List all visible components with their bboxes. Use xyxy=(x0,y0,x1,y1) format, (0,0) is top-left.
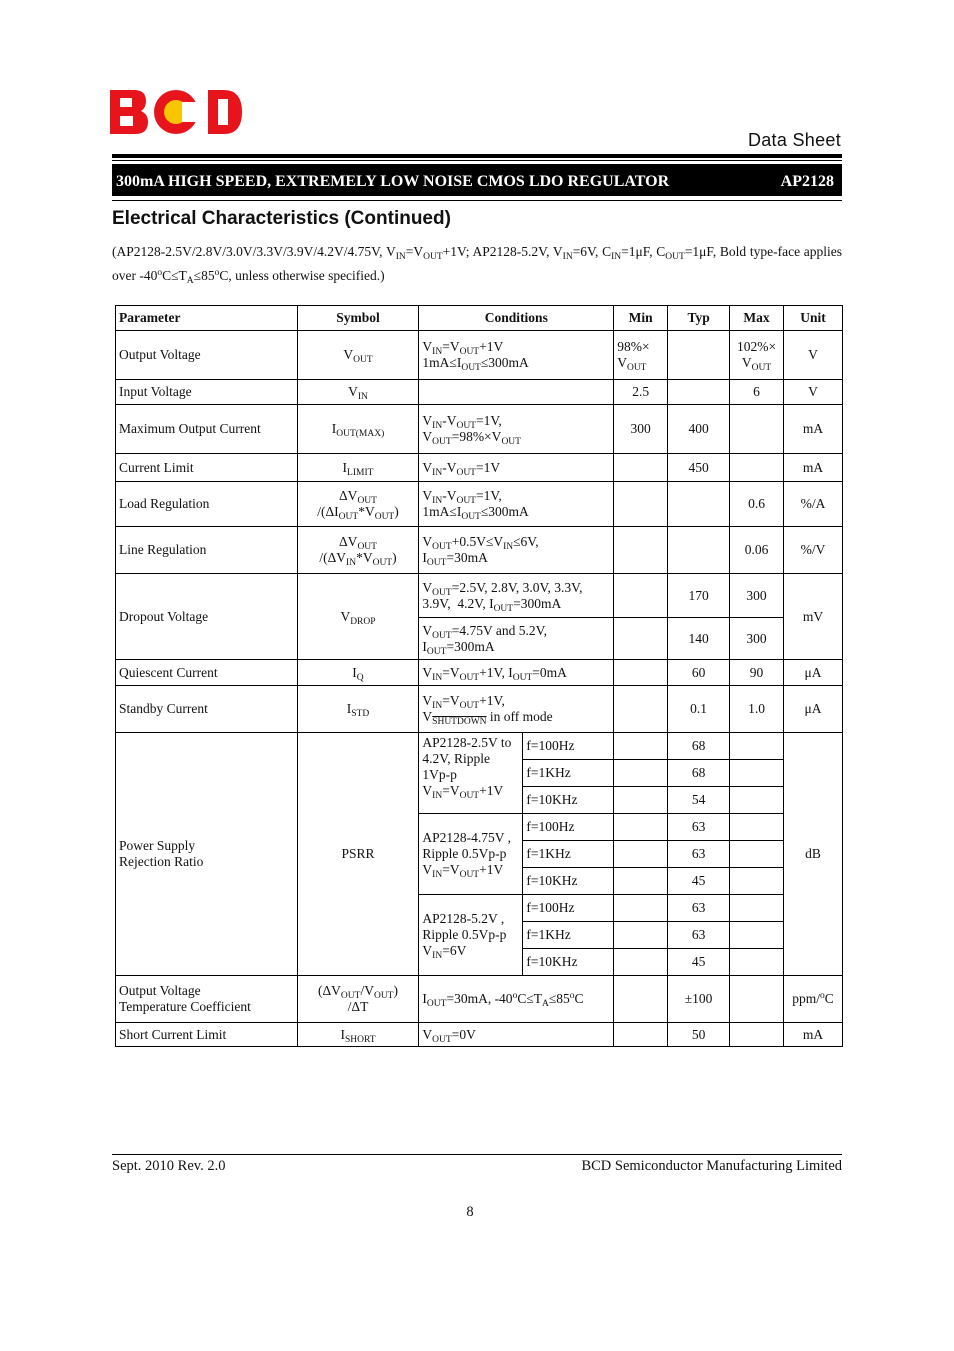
banner-title: 300mA HIGH SPEED, EXTREMELY LOW NOISE CMOS LDO REGULATOR xyxy=(116,173,670,190)
conditions-cell: $V_{OUT}=4.75V$ and 5.2V, $I_{OUT}=300mA$ xyxy=(419,618,614,660)
min-cell xyxy=(614,868,668,895)
param-cell: Load Regulation xyxy=(116,482,298,527)
min-cell xyxy=(614,618,668,660)
unit-cell: V xyxy=(783,380,842,405)
freq-cell: f=1KHz xyxy=(523,841,614,868)
max-cell: 0.6 xyxy=(730,482,784,527)
symbol-cell: $I_Q$ xyxy=(297,660,419,686)
symbol-cell: $V_{OUT}$ xyxy=(297,331,419,380)
min-cell xyxy=(614,733,668,760)
unit-cell: μA xyxy=(783,660,842,686)
table-row xyxy=(116,976,843,1023)
param-cell: Current Limit xyxy=(116,454,298,482)
unit-cell: mA xyxy=(783,405,842,454)
table-row xyxy=(116,405,843,454)
param-cell: Quiescent Current xyxy=(116,660,298,686)
bcd-logo xyxy=(110,88,242,136)
header-typ: Typ xyxy=(668,306,730,331)
max-cell: 1.0 xyxy=(730,686,784,733)
conditions-cell: AP2128-5.2V , Ripple 0.5Vp-p $V_{IN}=6V$ xyxy=(419,895,523,976)
symbol-cell: $(\Delta V_{OUT}/V_{OUT})$ /ΔT xyxy=(297,976,419,1023)
footer-company: BCD Semiconductor Manufacturing Limited xyxy=(581,1158,842,1174)
table-row xyxy=(116,527,843,574)
typ-cell: 45 xyxy=(668,868,730,895)
table-row xyxy=(116,331,843,380)
table-row xyxy=(116,660,843,686)
table-row xyxy=(116,574,843,618)
conditions-cell xyxy=(419,380,614,405)
min-cell xyxy=(614,660,668,686)
header-rule-thin xyxy=(112,160,842,161)
min-cell xyxy=(614,574,668,618)
typ-cell: 0.1 xyxy=(668,686,730,733)
header-parameter: Parameter xyxy=(116,306,298,331)
min-cell xyxy=(614,814,668,841)
max-cell: 300 xyxy=(730,618,784,660)
banner-underline xyxy=(112,200,842,201)
min-cell xyxy=(614,527,668,574)
max-cell xyxy=(730,814,784,841)
max-cell xyxy=(730,405,784,454)
min-cell: 300 xyxy=(614,405,668,454)
unit-cell: %/A xyxy=(783,482,842,527)
max-cell xyxy=(730,841,784,868)
header-symbol: Symbol xyxy=(297,306,419,331)
conditions-cell: $V_{OUT}=0V$ xyxy=(419,1023,614,1047)
footer-rule xyxy=(112,1154,842,1155)
max-cell xyxy=(730,1023,784,1047)
unit-cell: mA xyxy=(783,1023,842,1047)
part-number: AP2128 xyxy=(780,173,834,190)
typ-cell: 400 xyxy=(668,405,730,454)
max-cell: 90 xyxy=(730,660,784,686)
conditions-cell: $I_{OUT}=30mA$, $-40^oC\le T_A\le 85^oC$ xyxy=(419,976,614,1023)
param-cell: Standby Current xyxy=(116,686,298,733)
param-cell: Output Voltage xyxy=(116,331,298,380)
header-conditions: Conditions xyxy=(419,306,614,331)
param-cell: Input Voltage xyxy=(116,380,298,405)
param-cell: Dropout Voltage xyxy=(116,574,298,660)
param-cell: Maximum Output Current xyxy=(116,405,298,454)
typ-cell: 63 xyxy=(668,895,730,922)
header-rule xyxy=(112,154,842,158)
typ-cell: 68 xyxy=(668,733,730,760)
title-banner xyxy=(112,164,842,196)
unit-cell: mA xyxy=(783,454,842,482)
freq-cell: f=10KHz xyxy=(523,787,614,814)
section-title: Electrical Characteristics (Continued) xyxy=(112,208,451,229)
param-cell: Power Supply Rejection Ratio xyxy=(116,733,298,976)
typ-cell: 170 xyxy=(668,574,730,618)
conditions-cell: AP2128-4.75V , Ripple 0.5Vp-p $V_{IN}=V_{OUT}+1V$ xyxy=(419,814,523,895)
symbol-cell: $I_{LIMIT}$ xyxy=(297,454,419,482)
max-cell xyxy=(730,760,784,787)
table-header-row xyxy=(116,306,843,331)
max-cell: 300 xyxy=(730,574,784,618)
freq-cell: f=10KHz xyxy=(523,868,614,895)
data-sheet-label: Data Sheet xyxy=(747,130,841,150)
max-cell xyxy=(730,787,784,814)
max-cell xyxy=(730,949,784,976)
unit-cell: dB xyxy=(783,733,842,976)
header-max: Max xyxy=(730,306,784,331)
symbol-cell: $I_{STD}$ xyxy=(297,686,419,733)
min-cell xyxy=(614,760,668,787)
typ-cell: ±100 xyxy=(668,976,730,1023)
table-row xyxy=(116,686,843,733)
max-cell xyxy=(730,733,784,760)
min-cell xyxy=(614,841,668,868)
freq-cell: f=1KHz xyxy=(523,922,614,949)
symbol-cell: $I_{SHORT}$ xyxy=(297,1023,419,1047)
page-number: 8 xyxy=(466,1204,474,1220)
max-cell xyxy=(730,922,784,949)
param-cell: Output Voltage Temperature Coefficient xyxy=(116,976,298,1023)
electrical-characteristics-table xyxy=(115,305,843,1047)
min-cell xyxy=(614,454,668,482)
conditions-cell: $V_{IN}=V_{OUT}+1V$, $V_{SHUTDOWN}$ in off mode xyxy=(419,686,614,733)
conditions-cell: AP2128-2.5V to 4.2V, Ripple 1Vp-p $V_{IN}=V_{OUT}+1V$ xyxy=(419,733,523,814)
min-cell xyxy=(614,686,668,733)
table-row xyxy=(116,454,843,482)
max-cell xyxy=(730,868,784,895)
min-cell: 98%× $V_{OUT}$ xyxy=(614,331,668,380)
min-cell xyxy=(614,1023,668,1047)
unit-cell: μA xyxy=(783,686,842,733)
symbol-cell: $\Delta V_{OUT}$ $/(\Delta I_{OUT}*V_{OUT})$ xyxy=(297,482,419,527)
conditions-cell: $V_{IN}-V_{OUT}=1V$ xyxy=(419,454,614,482)
header-min: Min xyxy=(614,306,668,331)
table-row xyxy=(116,1023,843,1047)
param-cell: Line Regulation xyxy=(116,527,298,574)
freq-cell: f=100Hz xyxy=(523,814,614,841)
conditions-cell: $V_{OUT}+0.5V\le V_{IN}\le 6V$, $I_{OUT}=30mA$ xyxy=(419,527,614,574)
typ-cell: 45 xyxy=(668,949,730,976)
freq-cell: f=1KHz xyxy=(523,760,614,787)
unit-cell: V xyxy=(783,331,842,380)
footer-revision: Sept. 2010 Rev. 2.0 xyxy=(112,1158,226,1174)
typ-cell: 54 xyxy=(668,787,730,814)
freq-cell: f=100Hz xyxy=(523,733,614,760)
symbol-cell: $\Delta V_{OUT}$ $/(\Delta V_{IN}*V_{OUT})$ xyxy=(297,527,419,574)
symbol-cell: $V_{DROP}$ xyxy=(297,574,419,660)
typ-cell: 63 xyxy=(668,841,730,868)
typ-cell: 63 xyxy=(668,814,730,841)
typ-cell: 63 xyxy=(668,922,730,949)
conditions-cell: $V_{IN}-V_{OUT}=1V$, $V_{OUT}=98\%\times V_{OUT}$ xyxy=(419,405,614,454)
symbol-cell: PSRR xyxy=(297,733,419,976)
typ-cell xyxy=(668,331,730,380)
typ-cell xyxy=(668,527,730,574)
conditions-cell: $V_{OUT}=2.5V$, 2.8V, 3.0V, 3.3V, 3.9V, 4.2V, $I_{OUT}=300mA$ xyxy=(419,574,614,618)
table-row xyxy=(116,733,843,760)
conditions-cell: $V_{IN}=V_{OUT}+1V$ $1mA\le I_{OUT}\le 300mA$ xyxy=(419,331,614,380)
freq-cell: f=100Hz xyxy=(523,895,614,922)
min-cell xyxy=(614,787,668,814)
symbol-cell: $V_{IN}$ xyxy=(297,380,419,405)
min-cell xyxy=(614,922,668,949)
max-cell: 102%× $V_{OUT}$ xyxy=(730,331,784,380)
typ-cell: 60 xyxy=(668,660,730,686)
min-cell xyxy=(614,949,668,976)
min-cell xyxy=(614,482,668,527)
max-cell: 0.06 xyxy=(730,527,784,574)
freq-cell: f=10KHz xyxy=(523,949,614,976)
typ-cell: 68 xyxy=(668,760,730,787)
typ-cell xyxy=(668,380,730,405)
max-cell xyxy=(730,976,784,1023)
table-row xyxy=(116,380,843,405)
test-conditions-note: (AP2128-2.5V/2.8V/3.0V/3.3V/3.9V/4.2V/4.75V, $V_{IN}=V_{OUT}+1V$; AP2128-5.2V, $V_{IN}=6V$, $C_{IN}=1\mu F$, $C_{OUT}=1\mu F$, Bold type-face applies over $-40^oC\le T_A\le 85^oC$, unless otherwise specified.) xyxy=(112,244,842,286)
table-row xyxy=(116,482,843,527)
unit-cell: %/V xyxy=(783,527,842,574)
unit-cell: ppm/$^o$C xyxy=(783,976,842,1023)
max-cell: 6 xyxy=(730,380,784,405)
min-cell xyxy=(614,895,668,922)
typ-cell: 50 xyxy=(668,1023,730,1047)
min-cell: 2.5 xyxy=(614,380,668,405)
typ-cell xyxy=(668,482,730,527)
max-cell xyxy=(730,454,784,482)
min-cell xyxy=(614,976,668,1023)
typ-cell: 450 xyxy=(668,454,730,482)
conditions-cell: $V_{IN}-V_{OUT}=1V$, $1mA\le I_{OUT}\le 300mA$ xyxy=(419,482,614,527)
conditions-cell: $V_{IN}=V_{OUT}+1V$, $I_{OUT}=0mA$ xyxy=(419,660,614,686)
typ-cell: 140 xyxy=(668,618,730,660)
header-unit: Unit xyxy=(783,306,842,331)
unit-cell: mV xyxy=(783,574,842,660)
symbol-cell: $I_{OUT(MAX)}$ xyxy=(297,405,419,454)
param-cell: Short Current Limit xyxy=(116,1023,298,1047)
max-cell xyxy=(730,895,784,922)
